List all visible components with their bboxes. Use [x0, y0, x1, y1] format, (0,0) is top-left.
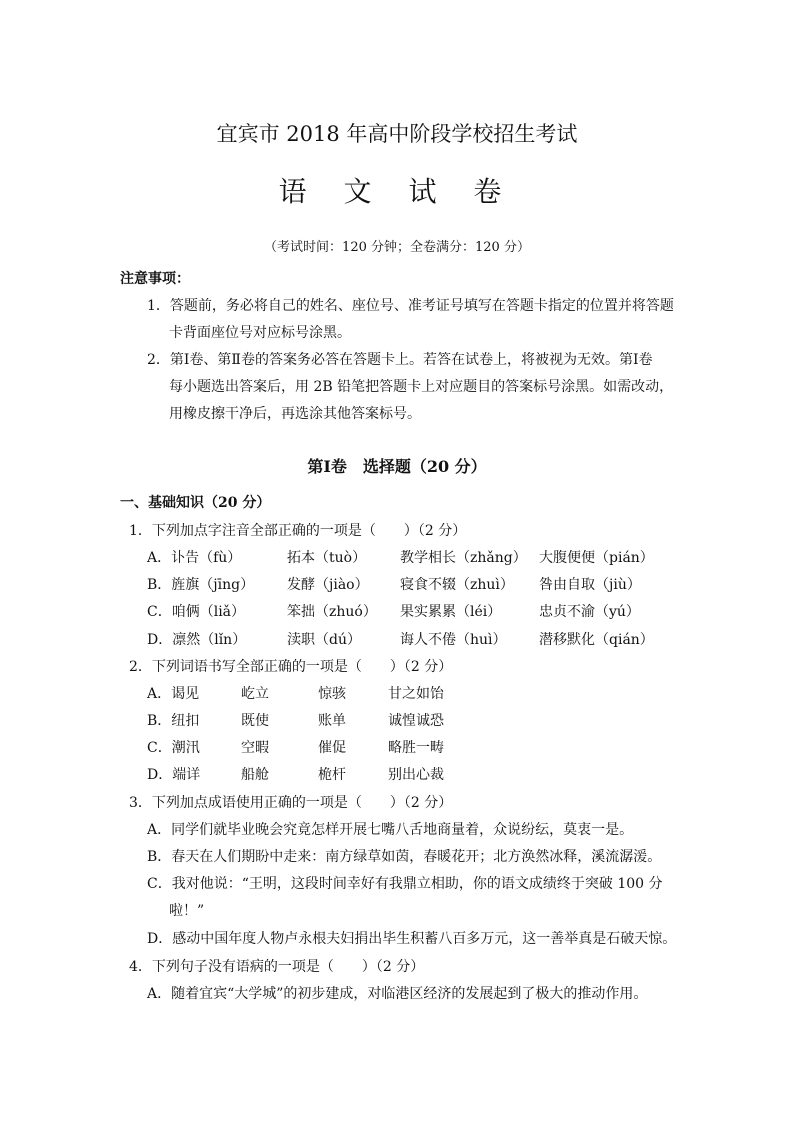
q2-option-c-4: 略胜一畴 [388, 740, 444, 756]
q1-option-d-2: 渎职（dú） [287, 632, 361, 648]
note-1-line-2: 卡背面座位号对应标号涂黑。 [169, 325, 351, 341]
question-2-stem: 2．下列词语书写全部正确的一项是（ ）（2 分） [129, 659, 453, 675]
q1-option-c-1: C．咱俩（liǎ） [147, 604, 246, 620]
q2-option-a-4: 甘之如饴 [388, 686, 444, 702]
q1-option-a-3: 教学相长（zhǎng） [400, 550, 527, 566]
q2-option-c-3: 催促 [318, 740, 346, 756]
exam-info: （考试时间：120 分钟；全卷满分：120 分） [264, 240, 530, 255]
q2-option-a-1: A．谒见 [147, 686, 200, 702]
q3-option-a: A．同学们就毕业晚会究竟怎样开展七嘴八舌地商量着，众说纷纭，莫衷一是。 [147, 822, 634, 838]
q3-option-b: B．春天在人们期盼中走来：南方绿草如茵，春暖花开；北方涣然冰释，溪流潺湲。 [147, 849, 662, 865]
question-1-stem: 1．下列加点字注音全部正确的一项是（ ）（2 分） [129, 523, 467, 539]
note-2-line-2: 每小题选出答案后，用 2B 铅笔把答题卡上对应题目的答案标号涂黑。如需改动， [169, 379, 674, 395]
q1-option-b-3: 寝食不辍（zhuì） [400, 577, 514, 593]
notes-heading: 注意事项： [120, 271, 190, 287]
q2-option-b-3: 账单 [318, 713, 346, 729]
q2-option-b-2: 既使 [241, 713, 269, 729]
section-title: 第Ⅰ卷 选择题（20 分） [307, 457, 487, 476]
q1-option-c-4: 忠贞不渝（yú） [539, 604, 640, 620]
subject-title: 语 文 试 卷 [278, 175, 516, 208]
q2-option-d-2: 船舱 [241, 767, 269, 783]
q1-option-c-3: 果实累累（léi） [400, 604, 502, 620]
q2-option-c-2: 空暇 [241, 740, 269, 756]
question-4-stem: 4．下列句子没有语病的一项是（ ）（2 分） [129, 959, 425, 975]
q1-option-d-3: 诲人不倦（huì） [400, 632, 507, 648]
part-title: 一、基础知识（20 分） [120, 495, 271, 511]
note-2-line-1: 2．第Ⅰ卷、第Ⅱ卷的答案务必答在答题卡上。若答在试卷上，将被视为无效。第Ⅰ卷 [147, 352, 653, 368]
q2-option-b-1: B．纽扣 [147, 713, 200, 729]
q2-option-a-3: 惊骇 [318, 686, 346, 702]
q1-option-b-2: 发酵（jiào） [287, 577, 369, 593]
question-3-stem: 3．下列加点成语使用正确的一项是（ ）（2 分） [129, 795, 453, 811]
q3-option-c-line-1: C．我对他说：“王明，这段时间幸好有我鼎立相助，你的语文成绩终于突破 100 分 [147, 876, 663, 892]
q2-option-d-1: D．端详 [147, 767, 201, 783]
note-2-line-3: 用橡皮擦干净后，再选涂其他答案标号。 [169, 406, 421, 422]
note-1-line-1: 1．答题前，务必将自己的姓名、座位号、准考证号填写在答题卡指定的位置并将答题 [147, 298, 674, 314]
q2-option-d-3: 桅杆 [318, 767, 346, 783]
q1-option-d-1: D．凛然（lǐn） [147, 632, 247, 648]
q1-option-b-1: B．旌旗（jīng） [147, 577, 255, 593]
q4-option-a: A．随着宜宾“大学城”的初步建成，对临港区经济的发展起到了极大的推动作用。 [147, 986, 648, 1002]
q2-option-d-4: 别出心裁 [388, 767, 444, 783]
q1-option-a-4: 大腹便便（pián） [539, 550, 654, 566]
q1-option-c-2: 笨拙（zhuó） [287, 604, 377, 620]
q3-option-c-line-2: 啦！” [169, 903, 205, 919]
q2-option-b-4: 诚惶诚恐 [388, 713, 444, 729]
q1-option-b-4: 咎由自取（jiù） [539, 577, 641, 593]
q3-option-d: D．感动中国年度人物卢永根夫妇捐出毕生积蓄八百多万元，这一善举真是石破天惊。 [147, 931, 677, 947]
q1-option-d-4: 潜移默化（qián） [539, 632, 654, 648]
q1-option-a-1: A．讣告（fù） [147, 550, 242, 566]
exam-title: 宜宾市 2018 年高中阶段学校招生考试 [216, 122, 578, 146]
q1-option-a-2: 拓本（tuò） [287, 550, 367, 566]
q2-option-c-1: C．潮汛 [147, 740, 200, 756]
q2-option-a-2: 屹立 [241, 686, 269, 702]
